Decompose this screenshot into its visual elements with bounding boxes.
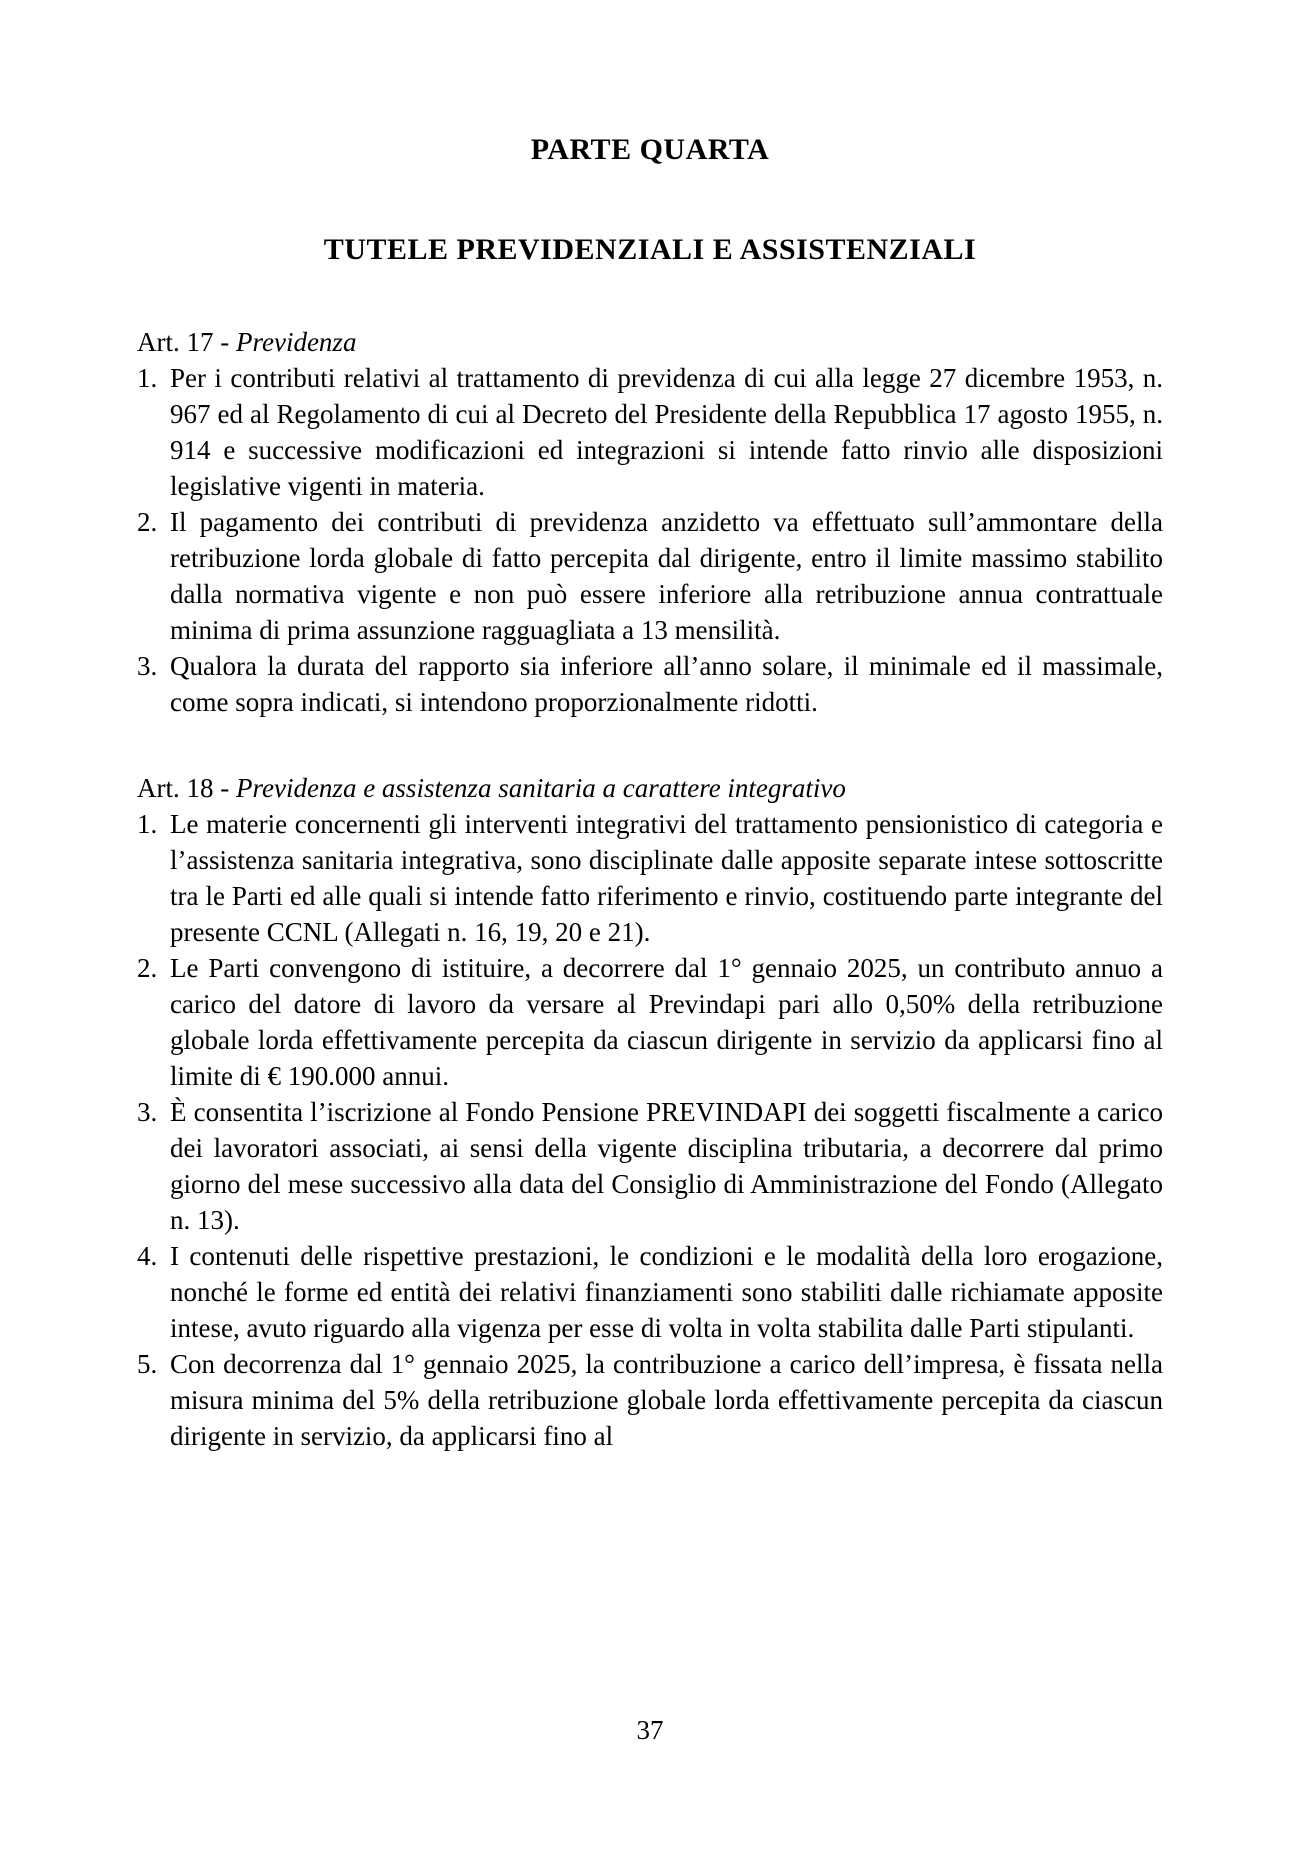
clause-number: 2. <box>137 507 158 537</box>
article-18-title: Previdenza e assistenza sanitaria a carattere integrativo <box>235 773 846 803</box>
section-title: TUTELE PREVIDENZIALI E ASSISTENZIALI <box>323 233 977 266</box>
clause-17-1 <box>137 360 1163 504</box>
clause-text: Le materie concernenti gli interventi integrativi del trattamento pensionistico di categoria e l’assistenza sanitaria integrativa, sono disciplinate dalle apposite separate intese sottoscritte tra le Parti ed alle quali si intende fatto riferimento e rinvio, costituendo parte integrante del presente CCNL (Allegati n. 16, 19, 20 e 21). <box>170 809 1163 947</box>
clause-18-3 <box>137 1094 1163 1238</box>
article-17 <box>137 324 1163 720</box>
clause-18-1 <box>137 806 1163 950</box>
article-18-clauses <box>137 806 1163 1454</box>
clause-text: È consentita l’iscrizione al Fondo Pensione PREVINDAPI dei soggetti fiscalmente a carico dei lavoratori associati, ai sensi della vigente disciplina tributaria, a decorrere dal primo giorno del mese successivo alla data del Consiglio di Amministrazione del Fondo (Allegato n. 13). <box>170 1097 1163 1235</box>
article-17-heading <box>137 324 1163 360</box>
clause-number: 2. <box>137 953 158 983</box>
page-number: 37 <box>636 1715 664 1745</box>
article-17-clauses <box>137 360 1163 720</box>
clause-text: I contenuti delle rispettive prestazioni, le condizioni e le modalità della loro erogazione, nonché le forme ed entità dei relativi finanziamenti sono stabiliti dalle richiamate apposite intese, avuto riguardo alla vigenza per esse di volta in volta stabilita dalle Parti stipulanti. <box>170 1241 1163 1343</box>
clause-text: Per i contributi relativi al trattamento di previdenza di cui alla legge 27 dicembre 1953, n. 967 ed al Regolamento di cui al Decreto del Presidente della Repubblica 17 agosto 1955, n. 914 e successive modificazioni ed integrazioni si intende fatto rinvio alle disposizioni legislative vigenti in materia. <box>170 363 1163 501</box>
part-title: PARTE QUARTA <box>530 133 770 166</box>
clause-18-5 <box>137 1346 1163 1454</box>
article-17-title: Previdenza <box>235 327 357 357</box>
clause-text: Con decorrenza dal 1° gennaio 2025, la contribuzione a carico dell’impresa, è fissata nella misura minima del 5% della retribuzione globale lorda effettivamente percepita da ciascun dirigente in servizio, da applicarsi fino al <box>170 1349 1163 1451</box>
clause-text: Qualora la durata del rapporto sia inferiore all’anno solare, il minimale ed il massimale, come sopra indicati, si intendono proporzionalmente ridotti. <box>170 651 1163 717</box>
clause-17-3 <box>137 648 1163 720</box>
clause-number: 3. <box>137 1097 158 1127</box>
clause-number: 3. <box>137 651 158 681</box>
clause-18-4 <box>137 1238 1163 1346</box>
article-18-label: Art. 18 - <box>137 773 236 803</box>
clause-text: Le Parti convengono di istituire, a decorrere dal 1° gennaio 2025, un contributo annuo a carico del datore di lavoro da versare al Previndapi pari allo 0,50% della retribuzione globale lorda effettivamente percepita da ciascun dirigente in servizio da applicarsi fino al limite di € 190.000 annui. <box>170 953 1163 1091</box>
clause-17-2 <box>137 504 1163 648</box>
clause-number: 1. <box>137 363 158 393</box>
clause-18-2 <box>137 950 1163 1094</box>
article-18-heading <box>137 770 1163 806</box>
article-18 <box>137 770 1163 1454</box>
clause-number: 4. <box>137 1241 158 1271</box>
clause-number: 1. <box>137 809 158 839</box>
clause-text: Il pagamento dei contributi di previdenza anzidetto va effettuato sull’ammontare della retribuzione lorda globale di fatto percepita dal dirigente, entro il limite massimo stabilito dalla normativa vigente e non può essere inferiore alla retribuzione annua contrattuale minima di prima assunzione ragguagliata a 13 mensilità. <box>170 507 1163 645</box>
clause-number: 5. <box>137 1349 158 1379</box>
article-17-label: Art. 17 - <box>137 327 236 357</box>
